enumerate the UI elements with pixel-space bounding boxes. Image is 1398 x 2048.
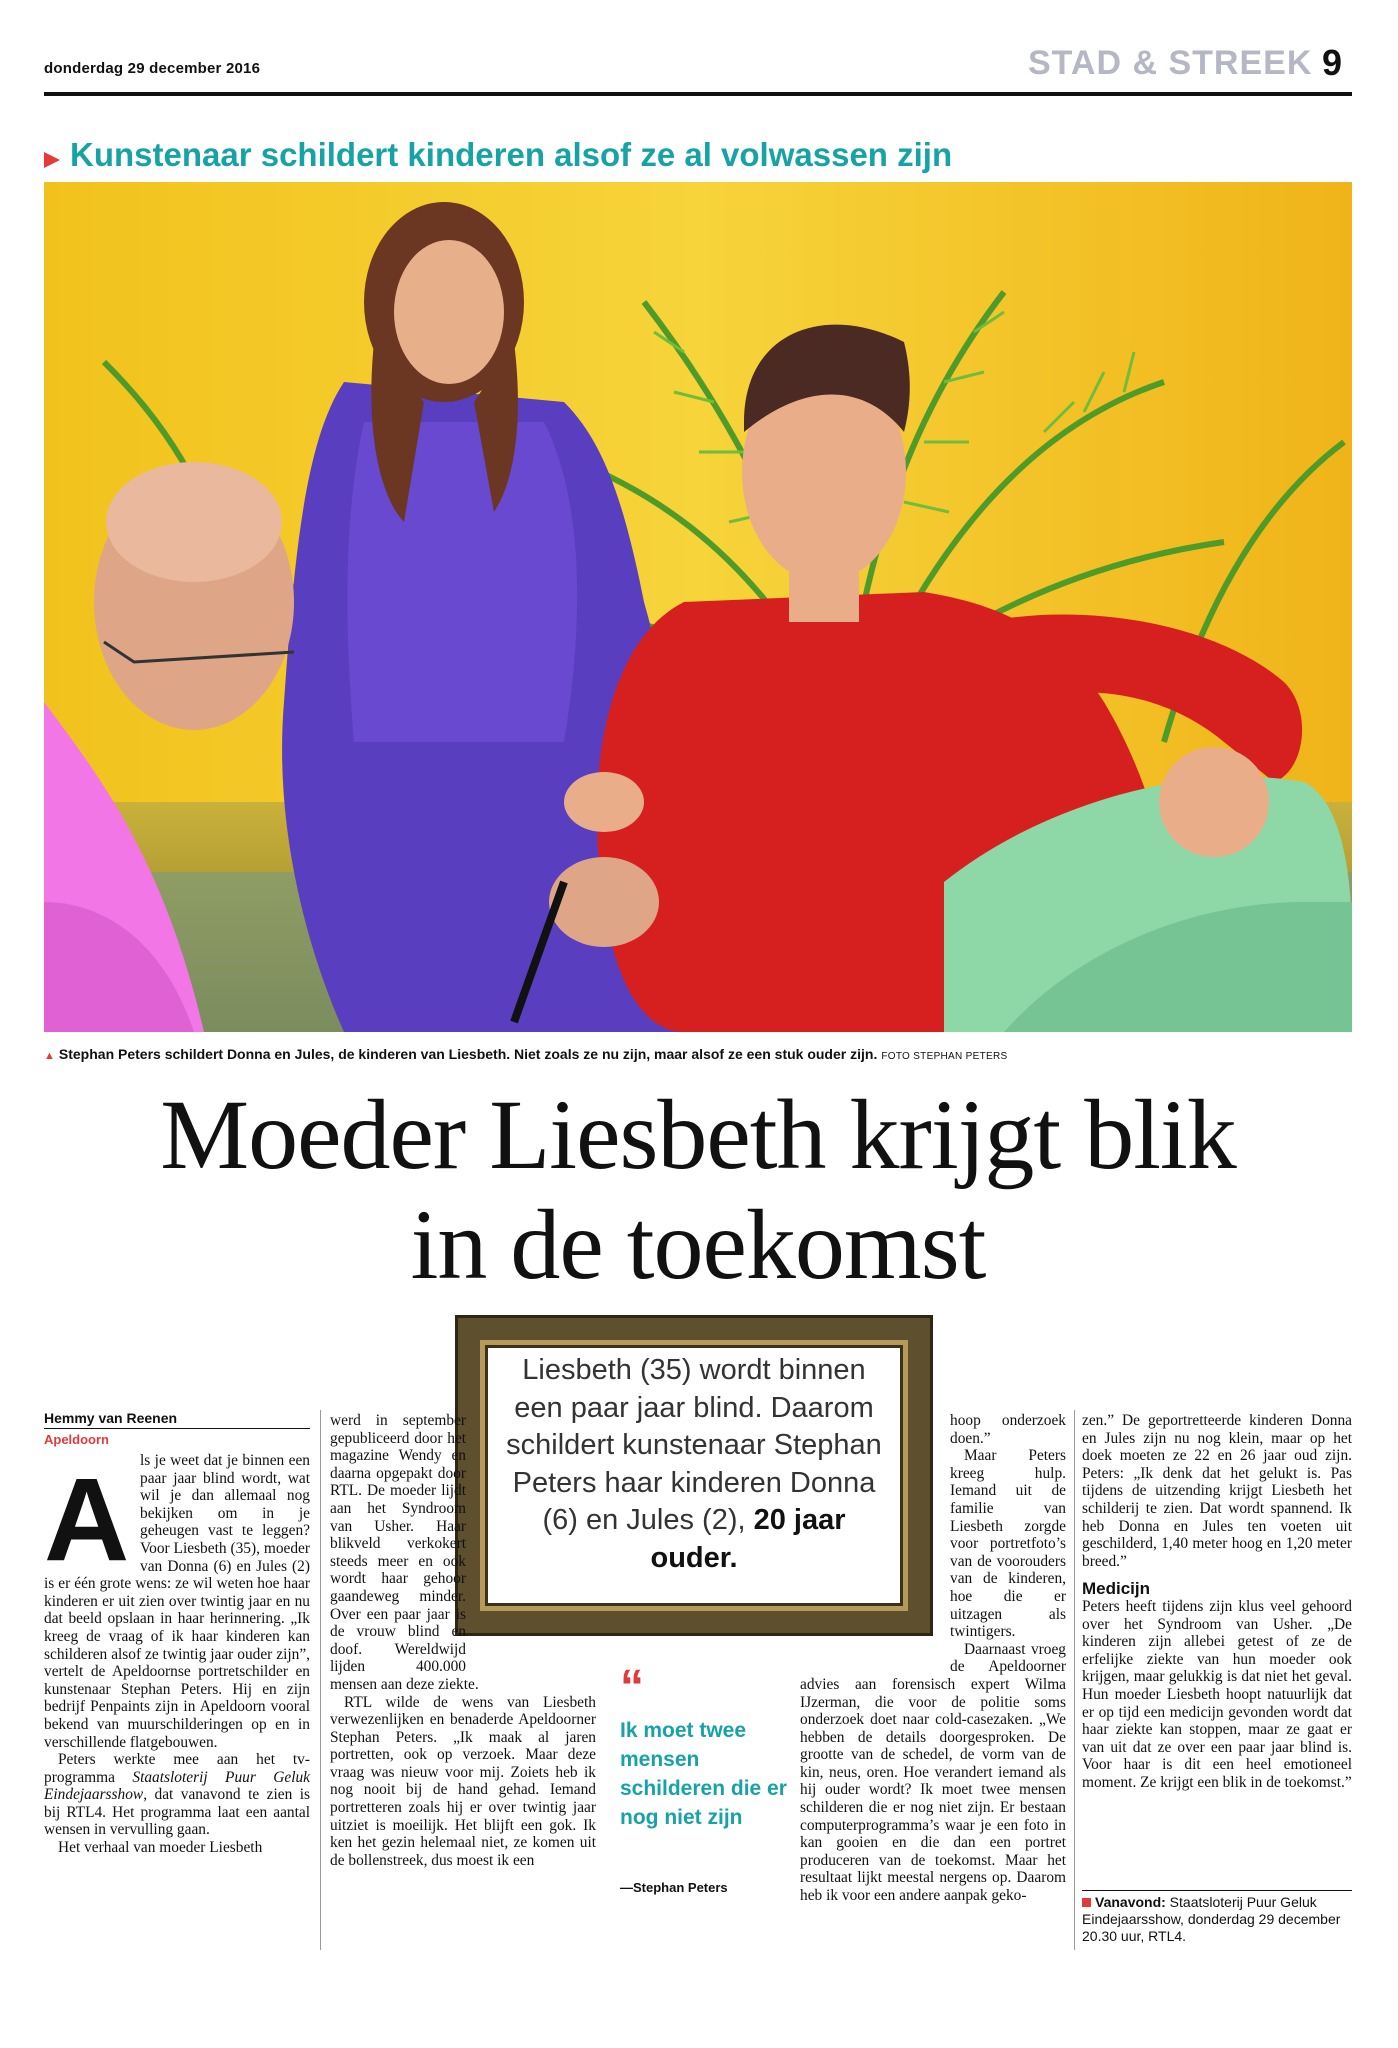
- dateline: Apeldoorn: [44, 1432, 109, 1447]
- caption-text: Stephan Peters schildert Donna en Jules, de kinderen van Liesbeth. Niet zoals ze nu zijn, maar alsof ze een stuk ouder zijn.: [58, 1046, 878, 1062]
- kicker-headline: Kunstenaar schildert kinderen alsof ze al volwassen zijn: [70, 136, 953, 173]
- article-column-1: [44, 1452, 310, 1857]
- tv-note-rule: [1082, 1890, 1352, 1891]
- intro-highlight: 20 jaar ouder.: [650, 1504, 846, 1574]
- photo-credit: FOTO STEPHAN PETERS: [881, 1051, 1008, 1062]
- byline-rule: [44, 1428, 310, 1429]
- paragraph: zen.” De geportretteerde kinderen Donna en Jules zijn nu nog klein, maar op het doek moeten ze 22 en 26 jaar oud zijn. Peters: „Ik denk dat het gelukt is. Pas tijdens de uitzending krijgt Liesbeth het schilderij te zien. Dat wordt spannend. Ik heb Donna en Jules ten voeten uit geschilderd, 1,40 meter hoog en 1,20 meter breed.”: [1082, 1412, 1352, 1570]
- pull-quote-author: —Stephan Peters: [620, 1880, 728, 1895]
- intro-body: Liesbeth (35) wordt binnen een paar jaar blind. Daarom schildert kunstenaar Stephan Peters haar kinderen Donna (6) en Jules (2),: [506, 1354, 882, 1536]
- section-title: STAD & STREEK: [1028, 44, 1313, 82]
- paragraph: Peters heeft tijdens zijn klus veel gehoord over het Syndroom van Usher. „De kinderen zijn allebei getest of ze de erfelijke ziekte van hun moeder ook krijgen, maar gelukkig is dat niet het geval. Hun moeder Liesbeth hoopt natuurlijk dat er op tijd een medicijn gevonden wordt dat haar ziekte kan stoppen, maar ze gaat er van uit dat ze over een paar jaar blind is. Voor haar is dit een heel emotioneel moment. Ze krijgt een blik in de toekomst.”: [1082, 1597, 1352, 1791]
- article-column-4: [1082, 1412, 1352, 1791]
- pull-quote: Ik moet twee mensen schilderen die er nog niet zijn: [620, 1719, 787, 1829]
- article-photo: [44, 182, 1352, 1032]
- painting-illustration: [44, 182, 1352, 1032]
- headline-line-1: Moeder Liesbeth krijgt blik: [160, 1079, 1236, 1190]
- paragraph: ls je weet dat je binnen een paar jaar blind wordt, wat wil je dan allemaal nog bekijken om in je geheugen vast te leggen? Voor Liesbeth (35), moeder van Donna (6) en Jules (2) is er één grote wens: ze wil weten hoe haar kinderen er uit zien over twintig jaar en nu dat beeld opslaan in haar herinnering. „Ik kreeg de vraag of ik haar kinderen kan schilderen alsof ze twintig jaar ouder zijn”, vertelt de Apeldoornse portretschilder en kunstenaar Stephan Peters. Hij en zijn bedrijf Penpaints zijn in Apeldoorn vooral bekend van muurschilderingen op en in verschillende flatgebouwen.: [44, 1452, 310, 1751]
- quote-mark-icon: “: [620, 1661, 644, 1714]
- photo-caption: [44, 1046, 1007, 1062]
- tv-note-text: Staatsloterij Puur Geluk Eindejaarsshow, donderdag 29 december 20.30 uur, RTL4.: [1082, 1894, 1341, 1944]
- drop-cap: A: [44, 1454, 130, 1586]
- paragraph: Het verhaal van moeder Liesbeth: [58, 1839, 263, 1857]
- byline-author: Hemmy van Reenen: [44, 1410, 178, 1426]
- column-divider: [1074, 1410, 1075, 1950]
- paragraph: Peters werkte mee aan het tv-programma Staatsloterij Puur Geluk Eindejaarsshow, dat vanavond te zien is bij RTL4. Het programma laat een aantal wensen in vervulling gaan.: [44, 1751, 310, 1839]
- paragraph: hoop onderzoek doen.”: [950, 1412, 1066, 1447]
- article-column-3: [800, 1412, 1066, 1905]
- tv-note-label: Vanavond:: [1095, 1894, 1166, 1910]
- subhead: Medicijn: [1082, 1579, 1151, 1599]
- caption-triangle-icon: ▲: [44, 1050, 55, 1062]
- paragraph: Maar Peters kreeg hulp. Iemand uit de familie van Liesbeth zorgde voor portretfoto’s van de voorouders van de kinderen, hoe die er uitzagen als twintigers.: [950, 1447, 1066, 1641]
- paragraph: Daarnaast vroeg de Apeldoorner advies aan forensisch expert Wilma IJzerman, die voor de politie soms onderzoek doet naar cold-casezaken. „We hebben de details doorgesproken. De grootte van de schedel, de vorm van de kin, neus, oren. Hoe verandert iemand als hij ouder wordt? Ik moet twee mensen schilderen die er nog niet zijn. Er bestaan computerprogramma’s waar je een foto in kan gooien en die dan een portret produceren van de toekomst. Maar het resultaat lijkt meestal nergens op. Daarom heb ik voor een andere aanpak geko-: [800, 1640, 1066, 1905]
- headline-line-2: in de toekomst: [410, 1189, 986, 1300]
- column-divider: [320, 1410, 321, 1950]
- page-number: 9: [1322, 42, 1343, 83]
- article-column-2: [330, 1412, 596, 1869]
- paragraph: werd in september gepubliceerd door het magazine Wendy en daarna opgepakt door RTL. De moeder lijdt aan het Syndroom van Usher. Haar blikveld verkokert steeds meer en ook wordt haar gehoor gaandeweg minder. Over een paar jaar is de vrouw blind en doof. Wereldwijd lijden 400.000 mensen aan deze ziekte.: [330, 1412, 479, 1693]
- headline: [44, 1080, 1352, 1300]
- tv-note-square-icon: [1082, 1898, 1091, 1907]
- kicker-arrow-icon: [44, 152, 60, 168]
- paragraph: RTL wilde de wens van Liesbeth verwezenlijken en benaderde Apeldoorner Stephan Peters. „Ik maak al jaren portretten, ook op verzoek. Maar deze vraag was nieuw voor mij. Zoiets heb ik nog nooit bij de hand gehad. Iemand portretteren zoals hij er over twintig jaar uitziet is moeilijk. Het blijft een gok. Ik ken het gezin helemaal niet, ze komen uit de bollenstreek, dus moest ik een: [330, 1693, 596, 1869]
- issue-date: donderdag 29 december 2016: [44, 60, 261, 77]
- header-rule: [44, 92, 1352, 96]
- tv-note: [1082, 1894, 1352, 1945]
